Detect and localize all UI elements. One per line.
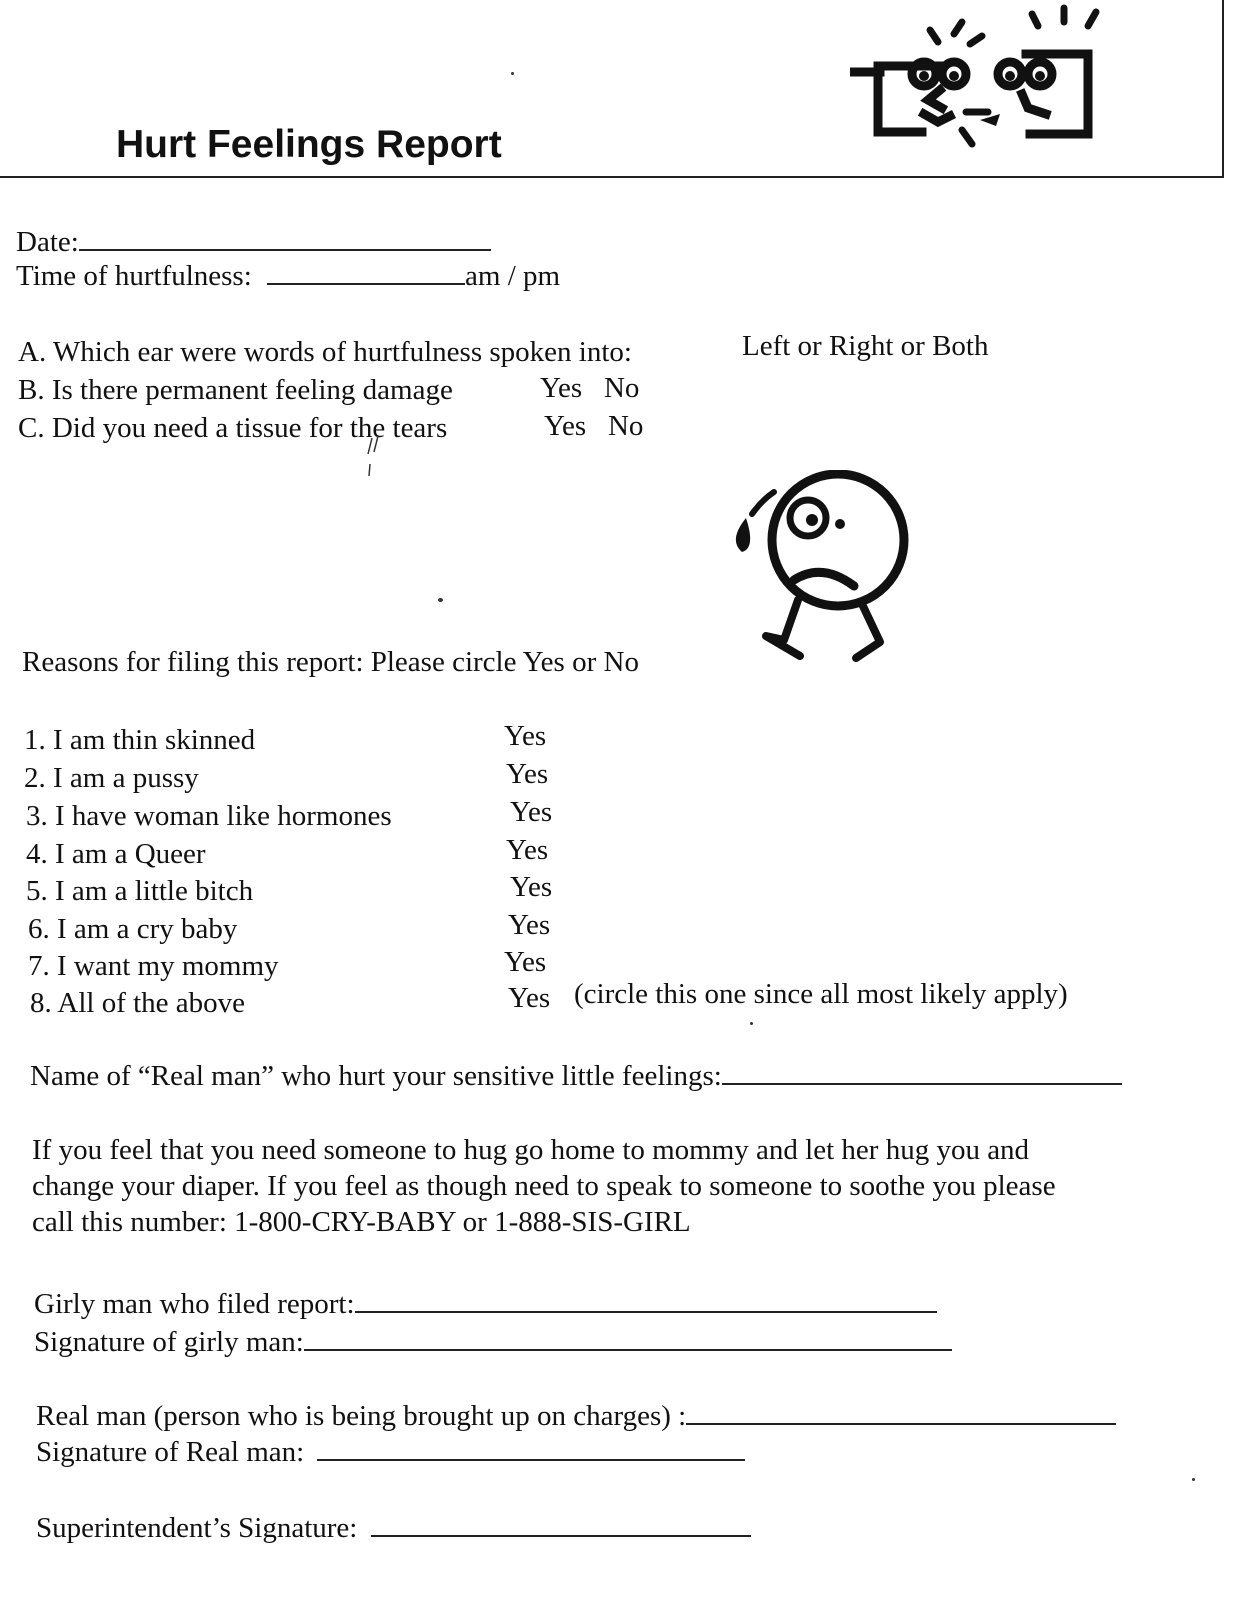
time-blank[interactable] <box>267 259 465 285</box>
girly-man-signature-blank[interactable] <box>304 1325 952 1351</box>
scan-speck <box>511 72 514 75</box>
question-a <box>18 334 632 370</box>
reason-row-5 <box>26 873 253 909</box>
real-man-name-blank[interactable] <box>722 1059 1122 1085</box>
reason-2-answer[interactable]: Yes <box>506 758 549 790</box>
reason-1-answer[interactable]: Yes <box>504 720 547 752</box>
superintendent-line <box>36 1510 751 1546</box>
reasons-heading: Reasons for filing this report: Please circle Yes or No <box>22 646 639 678</box>
arguing-faces-icon <box>850 4 1110 154</box>
reason-5-text: 5. I am a little bitch <box>26 875 254 907</box>
stray-pen-mark <box>362 432 392 478</box>
real-man-name-label: Name of “Real man” who hurt your sensitive little feelings: <box>30 1060 722 1092</box>
time-line <box>16 258 560 294</box>
real-man-blank[interactable] <box>686 1399 1116 1425</box>
real-man-signature-blank[interactable] <box>317 1435 745 1461</box>
scan-speck <box>1192 1478 1195 1481</box>
date-blank[interactable] <box>79 225 491 251</box>
report-title: Hurt Feelings Report <box>116 123 502 166</box>
reason-5-answer[interactable]: Yes <box>510 871 553 903</box>
instructions-line-1: If you feel that you need someone to hug go home to mommy and let her hug you and <box>32 1134 1030 1166</box>
question-c-text: C. Did you need a tissue for the tears <box>18 412 448 444</box>
reason-7-answer[interactable]: Yes <box>504 946 547 978</box>
superintendent-label: Superintendent’s Signature: <box>36 1512 358 1544</box>
reason-row-1 <box>24 722 255 758</box>
reason-6-text: 6. I am a cry baby <box>28 913 238 945</box>
reason-row-3 <box>26 798 392 834</box>
real-man-signature-label: Signature of Real man: <box>36 1436 305 1468</box>
girly-man-signature-label: Signature of girly man: <box>34 1326 304 1358</box>
reason-row-4 <box>26 836 206 872</box>
reason-8-note: (circle this one since all most likely apply) <box>574 978 1068 1010</box>
girly-man-signature-line <box>34 1324 952 1360</box>
girly-man-label: Girly man who filed report: <box>34 1288 355 1320</box>
date-label: Date: <box>16 226 79 258</box>
question-b <box>18 372 453 408</box>
instructions-line-2: change your diaper. If you feel as though need to speak to someone to soothe you please <box>32 1170 1056 1202</box>
time-suffix: am / pm <box>465 260 561 292</box>
reason-row-7 <box>28 948 279 984</box>
girly-man-line <box>34 1286 937 1322</box>
real-man-name-line <box>30 1058 1122 1094</box>
reason-1-text: 1. I am thin skinned <box>24 724 256 756</box>
superintendent-blank[interactable] <box>371 1511 751 1537</box>
reason-row-8 <box>30 985 245 1021</box>
reason-3-answer[interactable]: Yes <box>510 796 553 828</box>
question-b-text: B. Is there permanent feeling damage <box>18 374 453 406</box>
reason-row-6 <box>28 911 237 947</box>
reason-4-answer[interactable]: Yes <box>506 834 549 866</box>
real-man-signature-line <box>36 1434 745 1470</box>
question-c-options[interactable]: Yes No <box>544 410 644 442</box>
question-a-options[interactable]: Left or Right or Both <box>742 330 989 362</box>
scan-speck <box>438 598 443 602</box>
reason-row-2 <box>24 760 199 796</box>
date-line <box>16 224 491 260</box>
girly-man-blank[interactable] <box>355 1287 937 1313</box>
reason-6-answer[interactable]: Yes <box>508 909 551 941</box>
reason-3-text: 3. I have woman like hormones <box>26 800 392 832</box>
question-b-options[interactable]: Yes No <box>540 372 640 404</box>
crying-face-icon <box>722 470 922 670</box>
reason-8-text: 8. All of the above <box>30 987 246 1019</box>
time-label: Time of hurtfulness: <box>16 260 252 292</box>
scan-speck <box>750 1022 753 1025</box>
real-man-line <box>36 1398 1116 1434</box>
reason-7-text: 7. I want my mommy <box>28 950 279 982</box>
real-man-label: Real man (person who is being brought up on charges) : <box>36 1400 687 1432</box>
instructions-line-3: call this number: 1-800-CRY-BABY or 1-888-SIS-GIRL <box>32 1206 691 1238</box>
reason-8-answer[interactable]: Yes <box>508 982 551 1014</box>
question-a-text: A. Which ear were words of hurtfulness spoken into: <box>18 336 632 368</box>
reason-2-text: 2. I am a pussy <box>24 762 199 794</box>
reason-4-text: 4. I am a Queer <box>26 838 206 870</box>
